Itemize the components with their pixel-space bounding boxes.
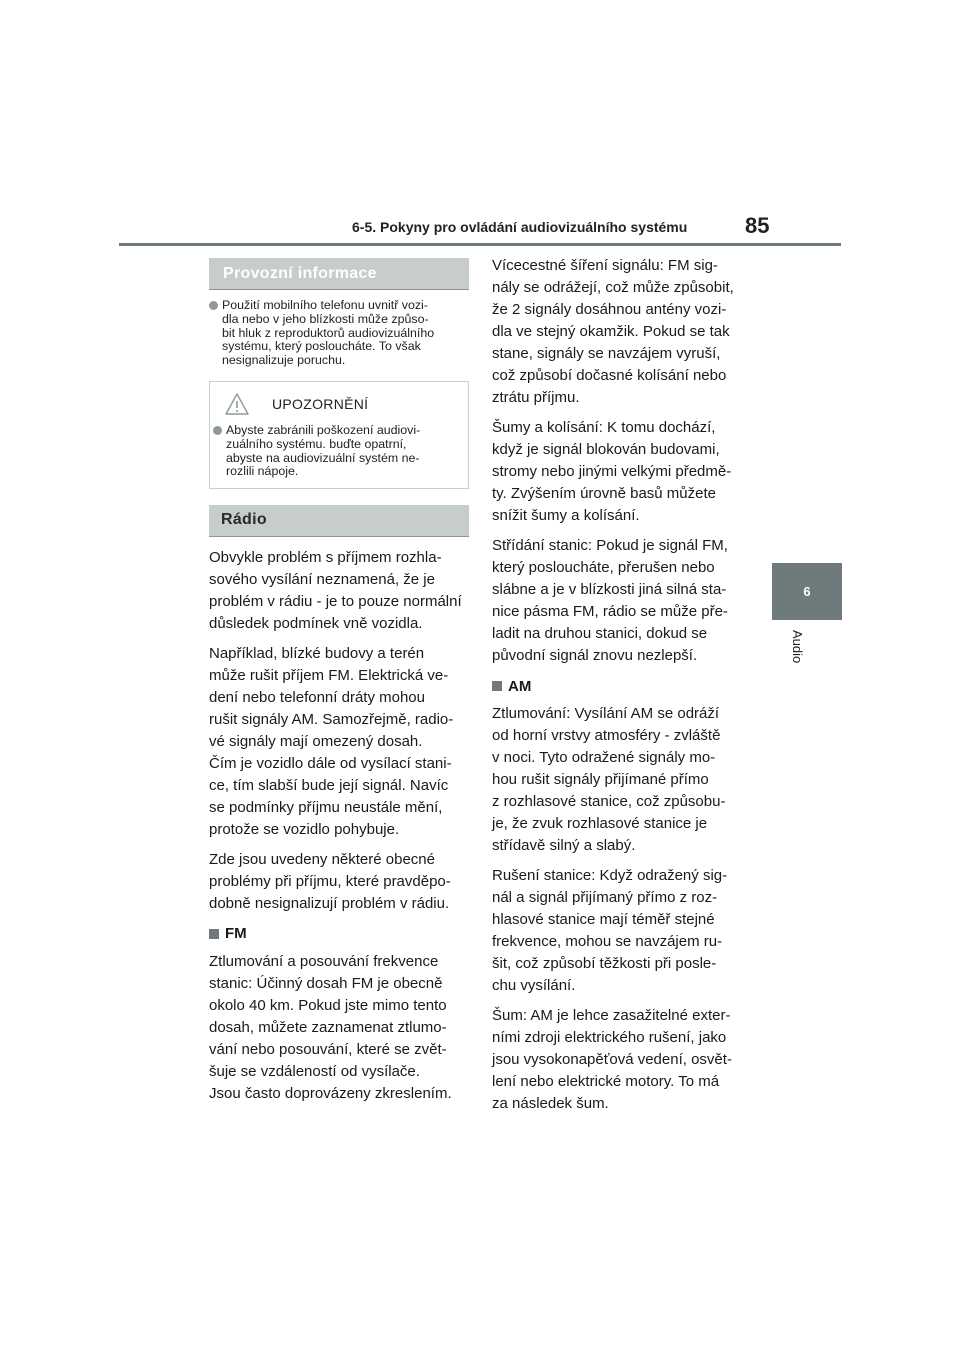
text-line: Ztlumování: Vysílání AM se odráží: [492, 705, 720, 722]
text-line: důsledek podmínek vně vozidla.: [209, 614, 423, 632]
text-line: Například, blízké budovy a terén: [209, 644, 425, 662]
text-line: systému, který posloucháte. To však: [222, 339, 421, 354]
text-line: zuálního systému. buďte opatrní,: [226, 436, 407, 451]
text-line: abyste na audiovizuální systém ne-: [226, 450, 420, 465]
am-paragraph-1: [492, 703, 754, 857]
text-line: chu vysílání.: [492, 977, 576, 994]
am-paragraph-2: [492, 865, 754, 997]
text-line: bit hluk z reproduktorů audiovizuálního: [222, 325, 435, 340]
text-line: Vícecestné šíření signálu: FM sig-: [492, 257, 718, 274]
fm-subheading-text: FM: [225, 925, 247, 943]
text-line: slábne a je v blízkosti jiná silná sta-: [492, 581, 727, 598]
fm-paragraph-1: [209, 951, 469, 1105]
text-line: ními zdroji elektrického rušení, jako: [492, 1029, 727, 1046]
right-column: [492, 255, 754, 1115]
text-line: protože se vozidlo pohybuje.: [209, 820, 400, 838]
warning-triangle-icon: [224, 392, 250, 416]
text-line: Šumy a kolísání: K tomu dochází,: [492, 419, 716, 436]
warning-header: [210, 392, 460, 416]
text-line: Střídání stanic: Pokud je signál FM,: [492, 537, 728, 554]
text-line: Šum: AM je lehce zasažitelné exter-: [492, 1007, 731, 1024]
text-line: z rozhlasové stanice, což způsobu-: [492, 793, 726, 810]
fm-paragraph-2: [492, 255, 754, 409]
info-bullet: [209, 299, 469, 368]
chapter-tab[interactable]: [772, 563, 842, 620]
text-line: Čím je vozidlo dále od vysílací stani-: [209, 754, 452, 772]
section-heading-radio: [209, 505, 469, 537]
am-subheading-text: AM: [508, 677, 532, 695]
text-line: vání nebo posouvání, které se zvět-: [209, 1040, 447, 1058]
text-line: okolo 40 km. Pokud jste mimo tento: [209, 996, 447, 1014]
text-line: problém v rádiu - je to pouze normální: [209, 592, 462, 610]
text-line: původní signál znovu nezlepší.: [492, 647, 698, 664]
text-line: Abyste zabránili poškození audiovi-: [226, 422, 421, 437]
fm-paragraph-4: [492, 535, 754, 667]
info-bullet-text: [222, 299, 434, 368]
text-line: dosah, můžete zaznamenat ztlumo-: [209, 1018, 447, 1036]
text-line: šit, což způsobí těžkosti při posle-: [492, 955, 717, 972]
text-line: Zde jsou uvedeny některé obecné: [209, 850, 435, 868]
text-line: za následek šum.: [492, 1095, 609, 1112]
chapter-tab-label: Audio: [790, 630, 805, 664]
left-column: [209, 258, 469, 1105]
text-line: Jsou často doprovázeny zkreslením.: [209, 1084, 452, 1102]
text-line: stane, signály se navzájem vyruší,: [492, 345, 721, 362]
text-line: nál a signál přijímaný přímo z roz-: [492, 889, 718, 906]
square-bullet-icon: [492, 681, 502, 691]
text-line: dla ve stejný okamžik. Pokud se tak: [492, 323, 730, 340]
bullet-dot-icon: [209, 301, 218, 310]
text-line: stromy nebo jinými velkými předmě-: [492, 463, 732, 480]
chapter-heading: 6-5. Pokyny pro ovládání audiovizuálního systému: [352, 219, 688, 235]
radio-paragraph-1: [209, 547, 469, 635]
text-line: ladit na druhou stanici, dokud se: [492, 625, 708, 642]
text-line: šuje se vzdáleností od vysílače.: [209, 1062, 420, 1080]
text-line: který posloucháte, přerušen nebo: [492, 559, 715, 576]
text-line: Obvykle problém s příjmem rozhla-: [209, 548, 442, 566]
text-line: problémy při příjmu, které pravděpo-: [209, 872, 451, 890]
text-line: což způsobí dočasné kolísání nebo: [492, 367, 727, 384]
fm-paragraph-3: [492, 417, 754, 527]
text-line: rozlili nápoje.: [226, 464, 299, 479]
text-line: nesignalizuje poruchu.: [222, 353, 346, 368]
text-line: sového vysílání neznamená, že je: [209, 570, 435, 588]
text-line: se podmínky příjmu neustále mění,: [209, 798, 443, 816]
chapter-tab-number: 6: [803, 584, 811, 599]
text-line: ce, tím slabší bude její signál. Navíc: [209, 776, 449, 794]
text-line: lení nebo elektrické motory. To má: [492, 1073, 720, 1090]
text-line: může rušit příjem FM. Elektrická ve-: [209, 666, 449, 684]
text-line: hlasové stanice mají téměř stejné: [492, 911, 715, 928]
text-line: jsou vysokonapěťová vedení, osvět-: [492, 1051, 732, 1068]
radio-paragraph-3: [209, 849, 469, 915]
section-heading-provozni: [209, 258, 469, 290]
text-line: že 2 signály dosáhnou antény vozi-: [492, 301, 727, 318]
text-line: když je signál blokován budovami,: [492, 441, 720, 458]
warning-bullet-text: [226, 424, 420, 479]
text-line: dla nebo v jeho blízkosti může způso-: [222, 311, 429, 326]
text-line: Použití mobilního telefonu uvnitř vozi-: [222, 298, 428, 312]
text-line: rušit signály AM. Samozřejmě, radio-: [209, 710, 454, 728]
page-number: 85: [745, 213, 770, 238]
radio-paragraph-2: [209, 643, 469, 841]
section-heading-provozni-text: Provozní informace: [223, 264, 377, 282]
am-subheading: [492, 675, 754, 697]
warning-box: [209, 381, 469, 489]
square-bullet-icon: [209, 929, 219, 939]
text-line: snížit šumy a kolísání.: [492, 507, 640, 524]
text-line: ztrátu příjmu.: [492, 389, 580, 406]
text-line: ty. Zvýšením úrovně basů můžete: [492, 485, 716, 502]
text-line: Ztlumování a posouvání frekvence: [209, 952, 439, 970]
am-paragraph-3: [492, 1005, 754, 1115]
warning-bullet: [210, 424, 460, 479]
text-line: dení nebo telefonní dráty mohou: [209, 688, 425, 706]
text-line: vé signály mají omezený dosah.: [209, 732, 423, 750]
warning-title: UPOZORNĚNÍ: [272, 395, 369, 412]
text-line: hou rušit signály přijímané přímo: [492, 771, 709, 788]
text-line: nice pásma FM, rádio se může pře-: [492, 603, 728, 620]
text-line: dobně nesignalizují problém v rádiu.: [209, 894, 450, 912]
text-line: Rušení stanice: Když odražený sig-: [492, 867, 728, 884]
section-heading-radio-text: Rádio: [221, 511, 267, 529]
bullet-dot-icon: [213, 426, 222, 435]
fm-subheading: [209, 923, 469, 945]
text-line: střídavě silný a slabý.: [492, 837, 636, 854]
text-line: od horní vrstvy atmosféry - zvláště: [492, 727, 721, 744]
header-rule: [119, 243, 841, 246]
text-line: nály se odrážejí, což může způsobit,: [492, 279, 734, 296]
text-line: stanic: Účinný dosah FM je obecně: [209, 974, 443, 992]
text-line: je, že zvuk rozhlasové stanice je: [492, 815, 708, 832]
text-line: frekvence, mohou se navzájem ru-: [492, 933, 723, 950]
text-line: v noci. Tyto odražené signály mo-: [492, 749, 716, 766]
